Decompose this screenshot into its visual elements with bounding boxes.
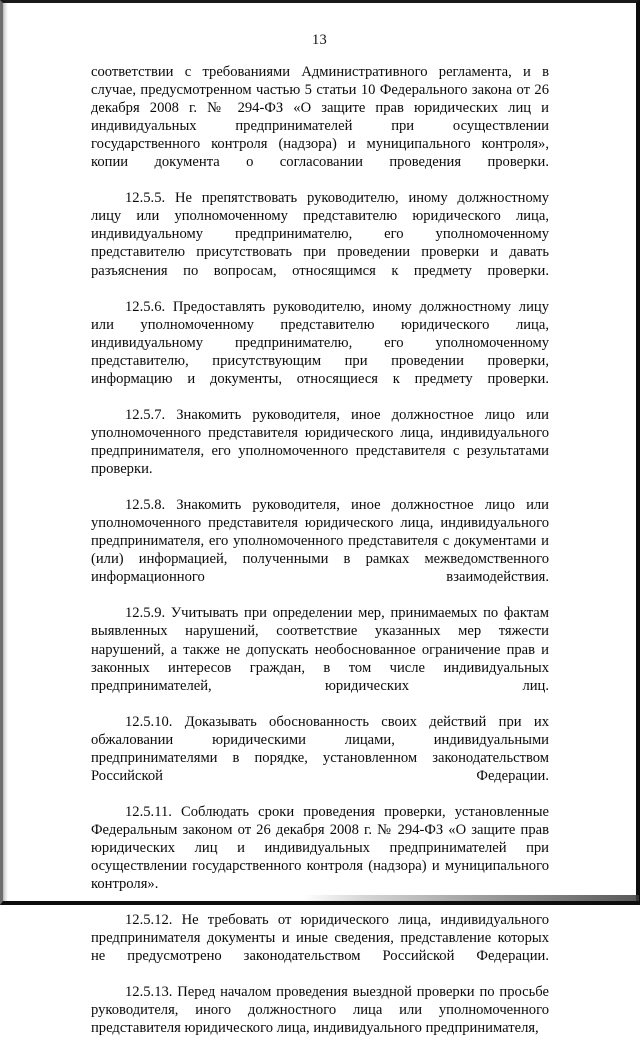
paragraph-12-5-7: 12.5.7. Знакомить руководителя, иное должностное лицо или уполномоченного представителя юридического лица, индивидуального предпринимателя, его уполномоченного представителя с результатами проверки. <box>91 406 549 478</box>
paragraph-12-5-5: 12.5.5. Не препятствовать руководителю, иному должностному лицу или уполномоченному представителю юридического лица, индивидуальному предпринимателю, его уполномоченному представителю присутствовать при проведении проверки и давать разъяснения по вопросам, относящимся к предмету проверки. <box>91 190 549 279</box>
paragraph-12-5-8: 12.5.8. Знакомить руководителя, иное должностное лицо или уполномоченного представителя юридического лица, индивидуального предпринимателя, его уполномоченного представителя с документами и (или) информацией, полученными в рамках межведомственного информационного взаимодействия. <box>91 497 549 586</box>
page-number: 13 <box>311 32 328 48</box>
paragraph-12-5-9: 12.5.9. Учитывать при определении мер, принимаемых по фактам выявленных нарушений, соответствие указанных мер тяжести нарушений, а также не допускать необоснованное ограничение прав и законных интересов граждан, в том числе индивидуальных предпринимателей, юридических лиц. <box>91 605 549 694</box>
paragraph-12-5-13: 12.5.13. Перед началом проведения выездной проверки по просьбе руководителя, иного должностного лица или уполномоченного представителя юридического лица, индивидуального предпринимателя, <box>91 984 549 1037</box>
paragraph-12-5-10: 12.5.10. Доказывать обоснованность своих действий при их обжаловании юридическими лицами, индивидуальными предпринимателями в порядке, установленном законодательством Российской Федерации. <box>91 713 549 784</box>
paragraph-12-5-6: 12.5.6. Предоставлять руководителю, иному должностному лицу или уполномоченному представителю юридического лица, индивидуальному предпринимателю, его уполномоченному представителю, присутствующим при проведении проверки, информацию и документы, относящиеся к предмету проверки. <box>91 298 549 387</box>
paragraph-continued: соответствии с требованиями Административного регламента, и в случае, предусмотренном частью 5 статьи 10 Федерального закона от 26 декабря 2008 г. № 294-ФЗ «О защите прав юридических лиц и индивидуальных предпринимателей при осуществлении государственного контроля (надзора) и муниципального контроля», копии документа о согласовании проведения проверки. <box>91 64 549 171</box>
document-text-body <box>91 63 549 1038</box>
scan-gutter-shadow <box>3 3 8 901</box>
paragraph-12-5-11: 12.5.11. Соблюдать сроки проведения проверки, установленные Федеральным законом от 26 декабря 2008 г. № 294-ФЗ «О защите прав юридических лиц и индивидуальных предпринимателей при осуществлении государственного контроля (надзора) и муниципального контроля». <box>91 803 549 893</box>
paragraph-12-5-12: 12.5.12. Не требовать от юридического лица, индивидуального предпринимателя документы и иные сведения, представление которых не предусмотрено законодательством Российской Федерации. <box>91 912 549 965</box>
